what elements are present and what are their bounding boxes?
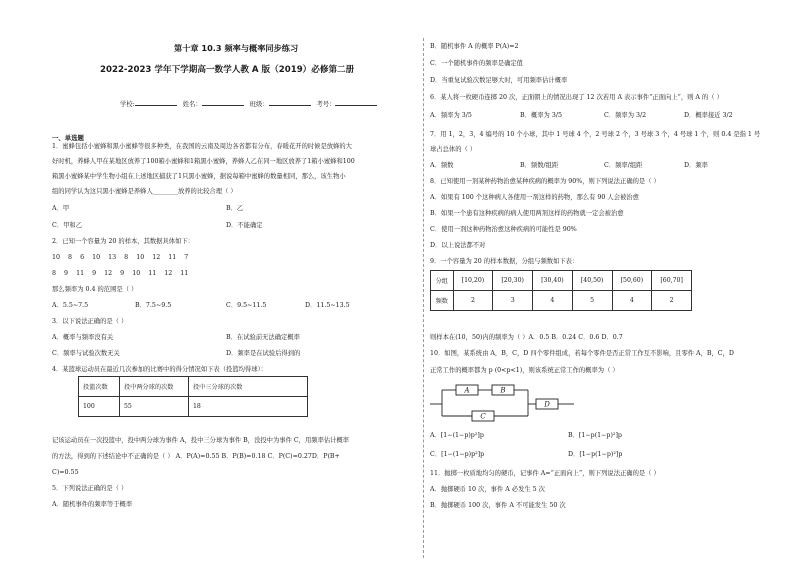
table-cell: 频数 (431, 291, 454, 311)
q1-line: 好时机，养蜂人甲在某地区放养了100箱小蜜蜂和1箱黑小蜜蜂，养蜂人乙在同一地区放养了1箱小蜜蜂和100 (52, 158, 355, 165)
q7-option-c[interactable]: C．频率/组距 (604, 162, 643, 169)
q10-line: 10．如图，某系统由 A，B，C，D 四个零件组成，若每个零件是否正常工作互不影响，且零件 A，B，C，D (430, 350, 734, 357)
q3-option-d[interactable]: D．频率是在试验后得到的 (226, 350, 301, 357)
label-c: C (480, 412, 486, 421)
q5-option-a[interactable]: A．随机事件的频率等于概率 (52, 501, 133, 508)
q1-line: 组的同学认为这只黑小蜜蜂是养蜂人________放养的比较合理（ ） (52, 188, 237, 195)
table-cell: 4 (533, 291, 573, 311)
q6-stem: 6．某人将一枚硬币连掷 20 次，正面朝上的情况出现了 12 次若用 A 表示事件“正面向上”，则 A 的（ ） (430, 94, 723, 101)
q1-option-a[interactable]: A．甲 (52, 205, 70, 212)
q2-stem: 2．已知一个容量为 20 的样本，其数据具体如下： (52, 238, 194, 245)
q8-option-d[interactable]: D．以上说法都不对 (430, 242, 486, 249)
table-row (79, 377, 308, 397)
q9-stem: 9．一个容量为 20 的样本数据，分组与频数如下表： (430, 258, 579, 265)
label-a: A (464, 386, 470, 395)
table-header-cell: [40,50) (572, 271, 612, 291)
table-cell: 2 (453, 291, 493, 311)
q7-line: 球占总体的（ ） (430, 146, 477, 153)
q11-option-a[interactable]: A．抛掷硬币 10 次，事件 A 必发生 5 次 (430, 486, 545, 493)
q8-option-c[interactable]: C．使用一剂这种药物治愈这种疾病的可能性是 90% (430, 226, 577, 233)
table-cell: 4 (612, 291, 652, 311)
name-blank[interactable] (202, 99, 244, 106)
q10-option-a[interactable]: A．[1−(1−p)p²]p (430, 432, 484, 439)
school-blank[interactable] (135, 99, 177, 106)
q2-option-b[interactable]: B．7.5~9.5 (135, 302, 172, 309)
table-header-cell: [10,20) (453, 271, 493, 291)
q2-data-row-1: 10 8 6 10 13 8 10 12 11 7 (52, 254, 189, 261)
q2-data-row-2: 8 9 11 9 12 9 10 11 12 11 (52, 270, 189, 277)
circuit-diagram (428, 380, 598, 422)
q1-option-b[interactable]: B．乙 (226, 205, 244, 212)
q4-stem: 4．某篮球运动员在最近几次参加的比赛中的得分情况如下表（投篮均得球）： (52, 366, 267, 373)
table-header-cell: [20,30) (493, 271, 533, 291)
q2-option-c[interactable]: C．9.5~11.5 (226, 302, 267, 309)
q1-line: 1．蜜蜂包括小蜜蜂和黑小蜜蜂等很多种类，在我国的云南及周边各省都有分布，春暖花开的时候是放蜂的大 (52, 143, 352, 150)
table-cell: 2 (652, 291, 692, 311)
table-cell: 5 (572, 291, 612, 311)
column-divider (423, 38, 424, 558)
q6-option-c[interactable]: C．频率为 3/2 (604, 112, 647, 119)
exam-number-blank[interactable] (335, 99, 377, 106)
table-cell: 3 (493, 291, 533, 311)
table-row (79, 397, 308, 417)
q1-line: 箱黑小蜜蜂某中学生物小组在上述地区捕获了1只黑小蜜蜂，据说每箱中蜜蜂的数量相同，那么，该生物小 (52, 173, 346, 180)
q4-text: 的方法，得到的下述结论中不正确的是（ ） A．P(A)=0.55 B．P(B)=0.18 C．P(C)=0.27D．P(B+ (52, 453, 340, 460)
q10-option-c[interactable]: C．[1−(1−p)p²]p (430, 451, 485, 458)
label-b: B (500, 386, 506, 395)
q10-line: 正常工作的概率都为 p (0<p<1)，则该系统正常工作的概率为（ ） (430, 367, 619, 374)
page-title: 第十章 10.3 频率与概率同步练习 (174, 43, 299, 53)
table-row (431, 291, 692, 311)
q4-text: C)=0.55 (52, 469, 79, 476)
q3-option-c[interactable]: C．频率与试验次数无关 (52, 350, 120, 357)
q5-stem: 5．下列说法正确的是（ ） (52, 485, 128, 492)
q1-option-d[interactable]: D．不能确定 (226, 222, 263, 229)
student-info-row (120, 99, 377, 108)
table-cell: 100 (79, 397, 120, 417)
q2-option-a[interactable]: A．5.5~7.5 (52, 302, 89, 309)
exam-number-label: 考号： (316, 101, 336, 108)
q1-option-c[interactable]: C．甲和乙 (52, 222, 83, 229)
q11-option-b[interactable]: B．抛掷硬币 100 次，事件 A 不可能发生 50 次 (430, 502, 566, 509)
q3-option-a[interactable]: A．概率与频率没有关 (52, 334, 114, 341)
q8-option-b[interactable]: B．如果一个患有这种疾病的病人使用两剂这样的药物就一定会被治愈 (430, 210, 624, 217)
q11-stem: 11．抛掷一枚质地均匀的硬币，记事件 A=“正面向上”，则下列说法正确的是（ ） (430, 470, 660, 477)
table-header-cell: 投中三分球的次数 (189, 377, 308, 397)
q4-table (78, 376, 308, 417)
q6-option-b[interactable]: B．概率为 3/5 (520, 112, 562, 119)
name-label: 姓名： (182, 101, 202, 108)
page-subtitle: 2022-2023 学年下学期高一数学人教 A 版（2019）必修第二册 (100, 65, 355, 75)
table-header-cell: 投篮次数 (79, 377, 120, 397)
q8-stem: 8．已知使用一剂某种药物治愈某种疾病的概率为 90%，则下列说法正确的是（ ） (430, 178, 660, 185)
table-cell: 55 (120, 397, 189, 417)
q6-option-a[interactable]: A．频率为 3/5 (430, 112, 472, 119)
q7-option-b[interactable]: B．频数/组距 (520, 162, 559, 169)
q9-ask: 则样本在(10，50)内的频率为（ ）A．0.5 B．0.24 C．0.6 D．0.7 (430, 334, 623, 341)
q9-table (430, 270, 692, 311)
q10-option-b[interactable]: B．[1−p(1−p)²]p (568, 432, 622, 439)
table-header-cell: [60,70] (652, 271, 692, 291)
section-heading: 一、单选题 (52, 134, 84, 142)
q5-option-d[interactable]: D．当重复试验次数足够大时，可用频率估计概率 (430, 77, 568, 84)
q8-option-a[interactable]: A．如果有 100 个这种病人各使用一剂这样的药物，那么有 90 人会被治愈 (430, 194, 639, 201)
q7-option-a[interactable]: A．频数 (430, 162, 454, 169)
table-cell: 18 (189, 397, 308, 417)
q10-option-d[interactable]: D．[1−p(1−p)²]p (568, 451, 623, 458)
table-header-cell: [50,60) (612, 271, 652, 291)
q7-option-d[interactable]: D．频率 (684, 162, 708, 169)
q3-stem: 3．以下说法正确的是（ ） (52, 318, 128, 325)
q6-option-d[interactable]: D．概率接近 3/2 (684, 112, 733, 119)
q5-option-b[interactable]: B．随机事件 A 的概率 P(A)=2 (430, 43, 519, 50)
table-header-cell: [30,40) (533, 271, 573, 291)
label-d: D (544, 400, 550, 409)
class-label: 班级： (249, 101, 269, 108)
table-header-cell: 分组 (431, 271, 454, 291)
q7-line: 7．用 1，2，3，4 编号的 10 个小球，其中 1 号球 4 个，2 号球 2 个，3 号球 3 个，4 号球 1 个，则 0.4 是指 1 号 (430, 131, 761, 138)
table-row (431, 271, 692, 291)
q3-option-b[interactable]: B．在试验前无法确定概率 (226, 334, 300, 341)
school-label: 学校: (120, 101, 135, 108)
class-blank[interactable] (269, 99, 311, 106)
q2-ask: 那么频率为 0.4 的范围是（ ） (52, 286, 138, 293)
q4-text: 记该运动员在一次投篮中，投中两分球为事件 A，投中三分球为事件 B，没投中为事件 C，用频率估计概率 (52, 437, 350, 444)
q2-option-d[interactable]: D．11.5~13.5 (305, 302, 350, 309)
table-header-cell: 投中两分球的次数 (120, 377, 189, 397)
q5-option-c[interactable]: C．一个随机事件的频率是确定值 (430, 60, 523, 67)
